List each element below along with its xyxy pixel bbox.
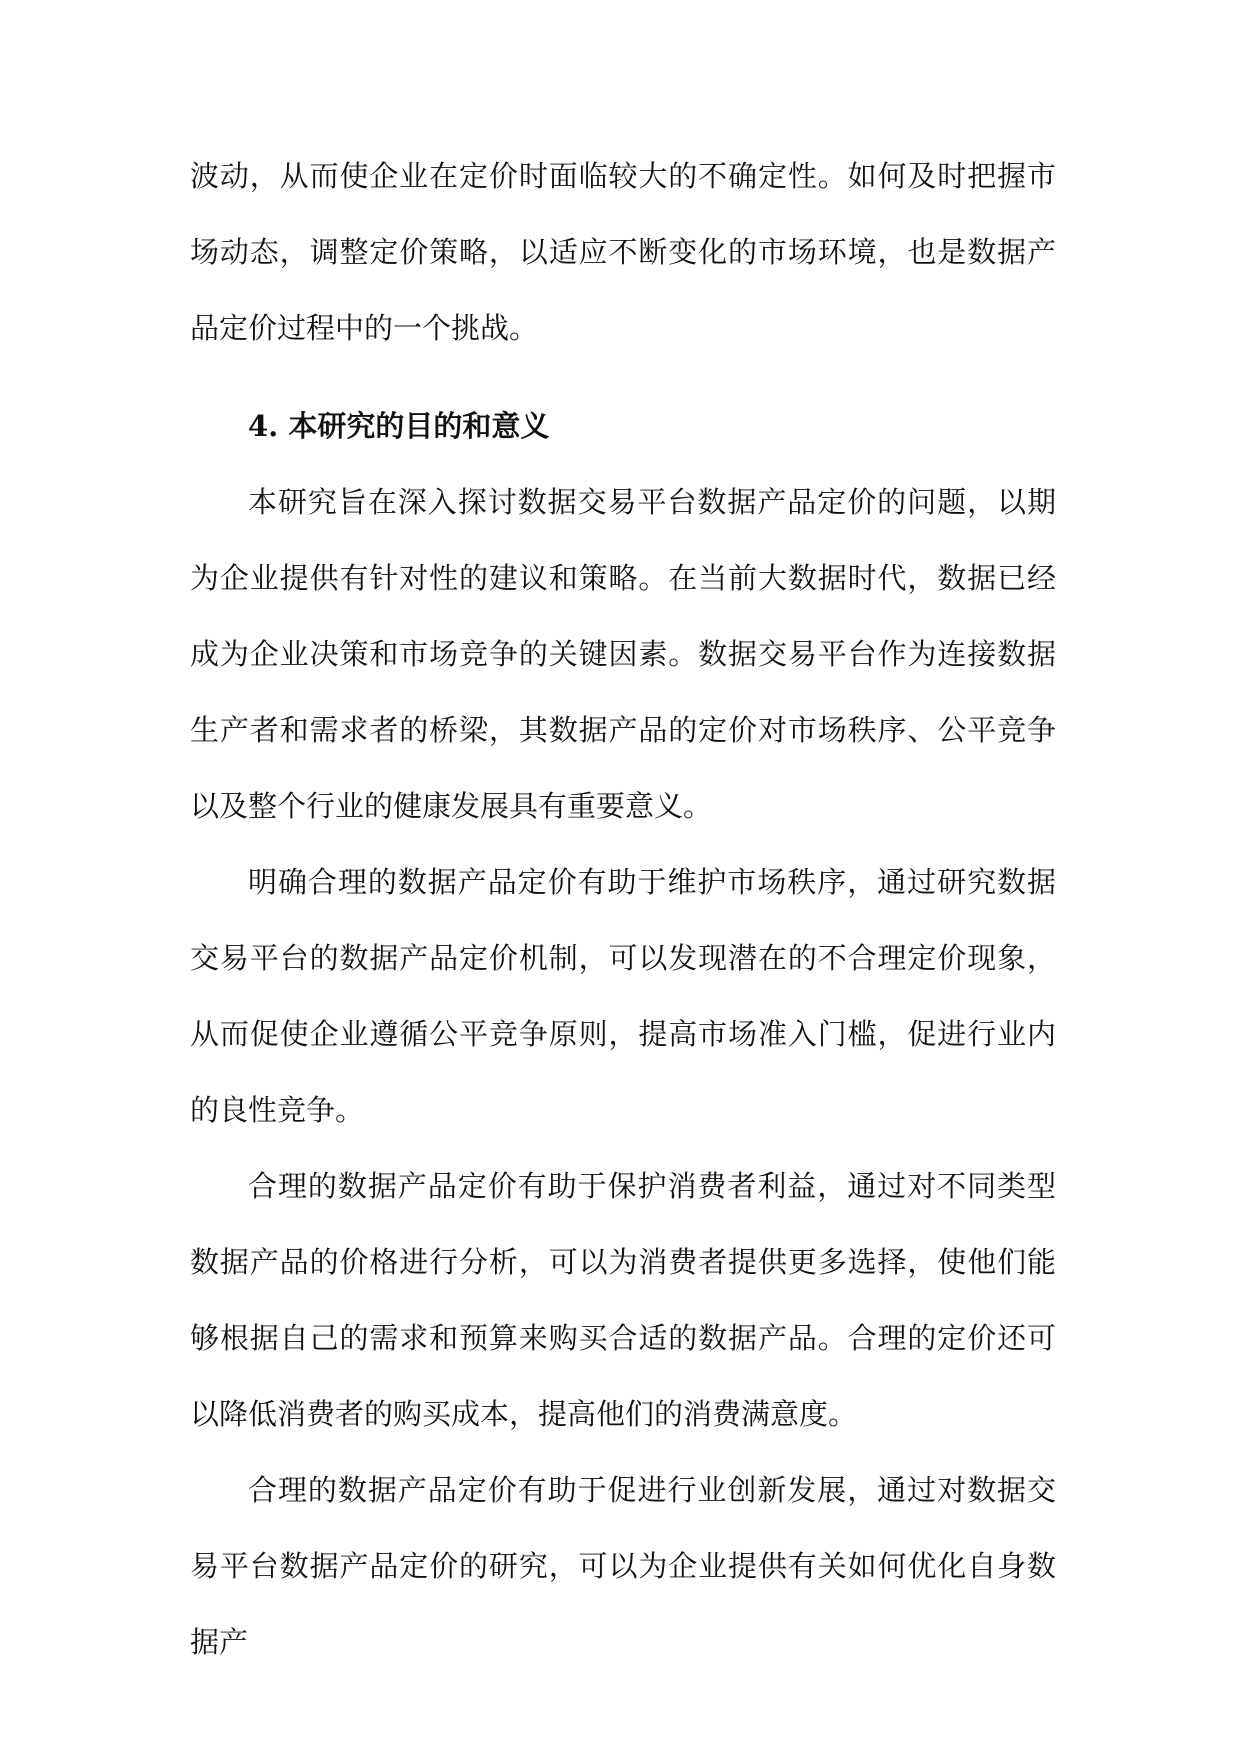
document-body	[190, 138, 1056, 1680]
body-paragraph-innovation: 合理的数据产品定价有助于促进行业创新发展，通过对数据交易平台数据产品定价的研究，可以为企业提供有关如何优化自身数据产	[190, 1473, 1056, 1659]
intro-paragraph: 波动，从而使企业在定价时面临较大的不确定性。如何及时把握市场动态，调整定价策略，以适应不断变化的市场环境，也是数据产品定价过程中的一个挑战。	[190, 159, 1056, 345]
section-heading: 4. 本研究的目的和意义	[248, 409, 550, 443]
body-paragraph-consumer-interest: 合理的数据产品定价有助于保护消费者利益，通过对不同类型数据产品的价格进行分析，可以为消费者提供更多选择，使他们能够根据自己的需求和预算来购买合适的数据产品。合理的定价还可以降低消费者的购买成本，提高他们的消费满意度。	[190, 1169, 1056, 1431]
section-spacer	[190, 366, 1056, 388]
body-paragraph-market-order: 明确合理的数据产品定价有助于维护市场秩序，通过研究数据交易平台的数据产品定价机制，可以发现潜在的不合理定价现象，从而促使企业遵循公平竞争原则，提高市场准入门槛，促进行业内的良性竞争。	[190, 865, 1056, 1127]
body-paragraph-purpose: 本研究旨在深入探讨数据交易平台数据产品定价的问题，以期为企业提供有针对性的建议和策略。在当前大数据时代，数据已经成为企业决策和市场竞争的关键因素。数据交易平台作为连接数据生产者和需求者的桥梁，其数据产品的定价对市场秩序、公平竞争以及整个行业的健康发展具有重要意义。	[190, 485, 1056, 823]
